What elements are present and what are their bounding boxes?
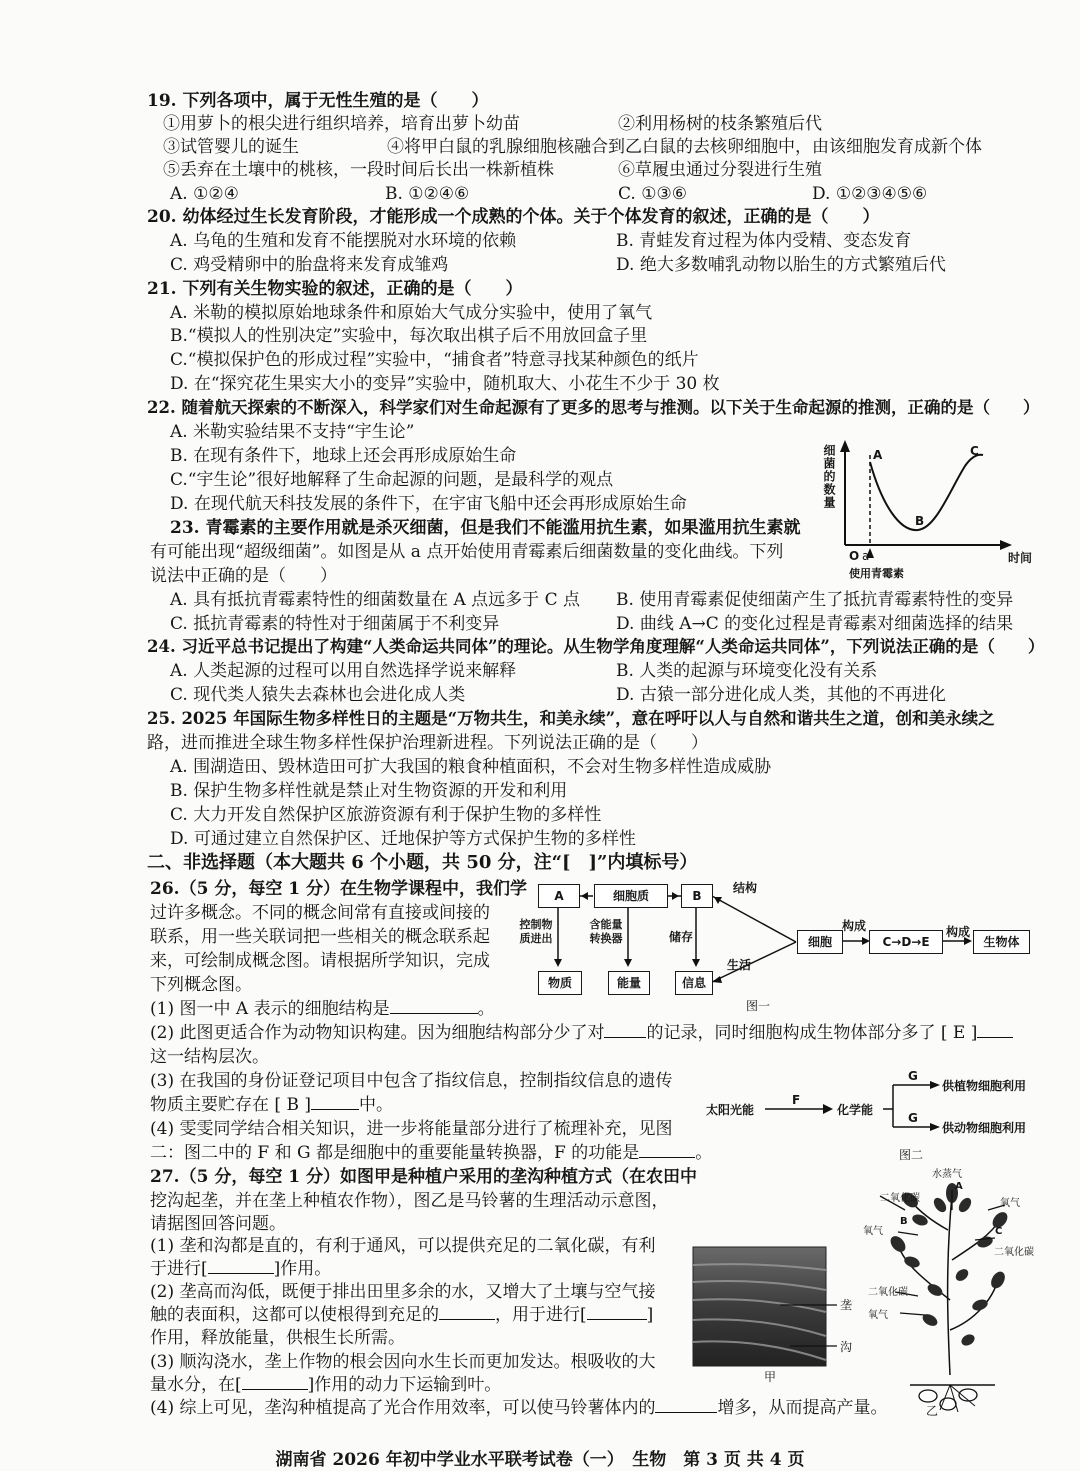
q21-choice-d: D. 在“探究花生果实大小的变异”实验中，随机取大、小花生不少于 30 枚: [170, 374, 720, 394]
potato-stems: [898, 1195, 1003, 1375]
energy-solar: 太阳光能: [706, 1103, 755, 1117]
page-footer: 湖南省 2026 年初中学业水平联考试卷（一） 生物 第 3 页 共 4 页: [275, 1450, 805, 1470]
q22-choice-b: B. 在现有条件下，地球上还会再形成原始生命: [170, 446, 517, 466]
q19-choice-d: D. ①②③④⑤⑥: [812, 184, 928, 204]
q27-part-3-text: 量水分，在[: [150, 1375, 242, 1395]
q27-part-1-text: 于进行[: [150, 1259, 208, 1279]
q26-part-2-text-a: (2) 此图更适合作为动物知识构建。因为细胞结构部分少了对: [150, 1023, 605, 1043]
figure-2-caption: 图二: [899, 1148, 924, 1162]
energy-g-label-2: G: [908, 1111, 918, 1125]
q25-choice-c: C. 大力开发自然保护区旅游资源有利于保护生物的多样性: [170, 805, 602, 825]
q26-part-2-end: 这一结构层次。: [150, 1047, 269, 1067]
q19-option-3: ③试管婴儿的诞生: [163, 137, 299, 157]
concept-label-compose-2: 构成: [946, 925, 971, 939]
q20-stem: 20. 幼体经过生长发育阶段，才能形成一个成熟的个体。关于个体发育的叙述，正确的是（ ）: [147, 207, 880, 227]
concept-node-cde: C→D→E: [869, 930, 943, 954]
q26-part-3-end: 中。: [358, 1095, 393, 1115]
label-co2-2: 二氧化碳: [994, 1247, 1034, 1258]
energy-g-label-1: G: [908, 1069, 918, 1083]
q26-intro-1: 26.（5 分，每空 1 分）在生物学课程中，我们学: [150, 879, 527, 899]
q26-part-4-text: 二：图二中的 F 和 G 都是细胞中的重要能量转换器，F 的功能是: [150, 1143, 640, 1163]
q27-part-4-text: (4) 综上可见，垄沟种植提高了光合作用效率，可以使马铃薯体内的: [150, 1398, 656, 1418]
q24-stem: 24. 习近平总书记提出了构建“人类命运共同体”的理论。从生物学角度理解“人类命运共同体”，下列说法正确的是（ ）: [147, 637, 1045, 656]
q27-part-3-a: (3) 顺沟浇水，垄上作物的根会因向水生长而更加发达。根吸收的大: [150, 1352, 656, 1372]
q26-intro-4: 来，可绘制成概念图。请根据所学知识，完成: [150, 951, 490, 971]
energy-plant-use: 供植物细胞利用: [942, 1079, 1027, 1093]
q27-part-1-end: ]作用。: [273, 1259, 332, 1279]
concept-node-b: B: [681, 884, 713, 908]
q25-choice-b: B. 保护生物多样性就是禁止对生物资源的开发和利用: [170, 781, 568, 801]
q21-choice-b: B.“模拟人的性别决定”实验中，每次取出棋子后不用放回盒子里: [170, 326, 648, 346]
ridge-label: 垄: [840, 1298, 853, 1312]
q27-part-3-end: ]作用的动力下运输到叶。: [307, 1375, 502, 1395]
label-process-b: B: [900, 1216, 908, 1227]
q21-choice-c: C.“模拟保护色的形成过程”实验中，“捕食者”特意寻找某种颜色的纸片: [170, 350, 699, 370]
q19-option-2: ②利用杨树的枝条繁殖后代: [618, 114, 822, 134]
q25-choice-a: A. 围湖造田、毁林造田可扩大我国的粮食种植面积，不会对生物多样性造成威胁: [170, 757, 772, 777]
concept-label-control: 控制物质进出: [519, 918, 553, 945]
q21-choice-a: A. 米勒的模拟原始地球条件和原始大气成分实验中，使用了氧气: [170, 303, 653, 323]
concept-label-store: 储存: [669, 930, 694, 944]
chart-point-b: B: [915, 514, 925, 528]
q20-choice-b: B. 青蛙发育过程为体内受精、变态发育: [616, 231, 912, 251]
q27-intro-1: 27.（5 分，每空 1 分）如图甲是种植户采用的垄沟种植方式（在农田中: [150, 1167, 697, 1187]
label-co2-3: 二氧化碳: [868, 1287, 908, 1298]
q26-part-3-a: (3) 在我国的身份证登记项目中包含了指纹信息，控制指纹信息的遗传: [150, 1071, 673, 1091]
concept-label-converter: 含能量转换器: [589, 918, 623, 945]
label-process-c: C: [995, 1226, 1003, 1237]
potato-leaves: [888, 1183, 1011, 1348]
label-o2-1: 氧气: [1000, 1198, 1020, 1209]
q26-part-3-text: 物质主要贮存在 [ B ]: [150, 1095, 311, 1115]
q26-part-4-a: (4) 雯雯同学结合相关知识，进一步将能量部分进行了梳理补充，见图: [150, 1119, 673, 1139]
section-2-heading: 二、非选择题（本大题共 6 个小题，共 50 分，注“[ ]”内填标号）: [147, 852, 698, 873]
chart-caption: 使用青霉素: [849, 567, 904, 580]
q19-option-1: ①用萝卜的根尖进行组织培养，培育出萝卜幼苗: [163, 114, 520, 134]
q22-choice-c: C.“宇生论”很好地解释了生命起源的问题，是最科学的观点: [170, 470, 614, 490]
chart-a-label: a: [862, 549, 870, 563]
furrow-label: 沟: [840, 1340, 853, 1354]
q27-intro-3: 请据图回答问题。: [150, 1214, 286, 1234]
q19-option-6: ⑥草履虫通过分裂进行生殖: [618, 160, 822, 180]
figure-jia-caption: 甲: [764, 1370, 777, 1384]
concept-node-a: A: [538, 884, 580, 908]
q19-choice-a: A. ①②④: [170, 184, 239, 204]
q23-stem-3: 说法中正确的是（ ）: [150, 566, 337, 586]
label-water-vapor: 水蒸气: [932, 1169, 962, 1180]
q27-part-2-end: 作用，释放能量，供根生长所需。: [150, 1328, 405, 1348]
q23-stem-1: 23. 青霉素的主要作用就是杀灭细菌，但是我们不能滥用抗生素，如果滥用抗生素就: [170, 518, 801, 538]
q26-intro-3: 联系，用一些关联词把一些相关的概念联系起: [150, 927, 490, 947]
q20-choice-a: A. 乌龟的生殖和发育不能摆脱对水环境的依赖: [170, 231, 517, 251]
concept-node-matter: 物质: [538, 971, 582, 995]
q23-choice-d: D. 曲线 A→C 的变化过程是青霉素对细菌选择的结果: [616, 614, 1014, 634]
concept-label-compose-1: 构成: [842, 919, 867, 933]
q24-choice-c: C. 现代类人猿失去森林也会进化成人类: [170, 685, 466, 705]
q22-stem: 22. 随着航天探索的不断深入，科学家们对生命起源有了更多的思考与推测。以下关于生命起源的推测，正确的是（ ）: [147, 398, 1040, 417]
chart-x-label: 时间: [1008, 551, 1033, 565]
q27-part-2-close: ]: [646, 1305, 654, 1325]
concept-node-info: 信息: [675, 971, 713, 995]
q19-choice-b: B. ①②④⑥: [385, 184, 470, 204]
q26-part-1-text: (1) 图一中 A 表示的细胞结构是: [150, 999, 390, 1019]
q24-choice-a: A. 人类起源的过程可以用自然选择学说来解释: [170, 661, 517, 681]
q27-part-2-mid: ，用于进行[: [495, 1305, 587, 1325]
q23-choice-a: A. 具有抵抗青霉素特性的细菌数量在 A 点远多于 C 点: [170, 590, 580, 610]
q24-choice-d: D. 古猿一部分进化成人类，其他的不再进化: [616, 685, 946, 705]
q27-part-2-text: 触的表面积，这都可以使根得到充足的: [150, 1305, 439, 1325]
q23-choice-b: B. 使用青霉素促使细菌产生了抵抗青霉素特性的变异: [616, 590, 1014, 610]
label-co2-1: 二氧化碳: [880, 1193, 920, 1204]
q25-choice-d: D. 可通过建立自然保护区、迁地保护等方式保护生物的多样性: [170, 829, 636, 849]
figure-1-caption: 图一: [746, 999, 771, 1013]
concept-node-energy: 能量: [608, 971, 650, 995]
chart-point-a: A: [873, 448, 883, 462]
label-o2-3: 氧气: [868, 1310, 888, 1321]
chart-origin-label: O: [849, 549, 860, 563]
q19-option-4: ④将甲白鼠的乳腺细胞核融合到乙白鼠的去核卵细胞中，由该细胞发育成新个体: [387, 137, 982, 157]
concept-label-life: 生活: [727, 958, 752, 972]
chart-y-label: 细菌的数量: [822, 444, 836, 509]
q27-intro-2: 挖沟起垄，并在垄上种植农作物），图乙是马铃薯的生理活动示意图，: [150, 1191, 669, 1211]
q24-choice-b: B. 人类的起源与环境变化没有关系: [616, 661, 878, 681]
energy-chemical: 化学能: [837, 1103, 874, 1117]
figure-yi-caption: 乙: [926, 1404, 939, 1418]
q26-intro-2: 过许多概念。不同的概念间常有直接或间接的: [150, 903, 490, 923]
label-process-a: A: [955, 1181, 963, 1192]
q19-option-5: ⑤丢弃在土壤中的桃核，一段时间后长出一株新植株: [163, 160, 554, 180]
q26-intro-5: 下列概念图。: [150, 975, 252, 995]
concept-node-cell: 细胞: [797, 930, 843, 954]
energy-f-label: F: [792, 1093, 801, 1107]
q25-stem-2: 路，进而推进全球生物多样性保护治理新进程。下列说法正确的是（ ）: [147, 733, 708, 753]
concept-node-cytoplasm: 细胞质: [594, 884, 668, 908]
q20-choice-d: D. 绝大多数哺乳动物以胎生的方式繁殖后代: [616, 255, 946, 275]
q22-choice-d: D. 在现代航天科技发展的条件下，在宇宙飞船中还会再形成原始生命: [170, 494, 687, 514]
q19-stem: 19. 下列各项中，属于无性生殖的是（ ）: [147, 91, 489, 111]
label-o2-2: 氧气: [863, 1226, 883, 1237]
q26-part-1: (1) 图一中 A 表示的细胞结构是 。: [150, 999, 495, 1019]
chart-point-c: C: [970, 444, 979, 458]
q26-part-2-text-b: 的记录，同时细胞构成生物体部分多了 [ E ]: [646, 1023, 978, 1043]
q27-part-1-a: (1) 垄和沟都是直的，有利于通风，可以提供充足的二氧化碳，有利: [150, 1236, 656, 1256]
q27-part-4-end: 增多，从而提高产量。: [717, 1398, 888, 1418]
q19-choice-c: C. ①③⑥: [618, 184, 687, 204]
concept-label-structure: 结构: [733, 881, 758, 895]
q23-stem-2: 有可能出现“超级细菌”。如图是从 a 点开始使用青霉素后细菌数量的变化曲线。下列: [150, 542, 784, 562]
q23-choice-c: C. 抵抗青霉素的特性对于细菌属于不利变异: [170, 614, 500, 634]
q20-choice-c: C. 鸡受精卵中的胎盘将来发育成雏鸡: [170, 255, 449, 275]
q21-stem: 21. 下列有关生物实验的叙述，正确的是（ ）: [147, 279, 523, 299]
q27-part-2-a: (2) 垄高而沟低，既便于排出田里多余的水，又增大了土壤与空气接: [150, 1282, 656, 1302]
q25-stem-1: 25. 2025 年国际生物多样性日的主题是“万物共生，和美永续”，意在呼吁以人与自然和谐共生之道，创和美永续之: [147, 709, 995, 728]
energy-animal-use: 供动物细胞利用: [942, 1121, 1027, 1135]
q26-part-4-b: 二：图二中的 F 和 G 都是细胞中的重要能量转换器，F 的功能是 。: [150, 1143, 713, 1163]
q22-choice-a: A. 米勒实验结果不支持“宇生论”: [170, 422, 415, 442]
concept-node-organism: 生物体: [973, 930, 1030, 954]
